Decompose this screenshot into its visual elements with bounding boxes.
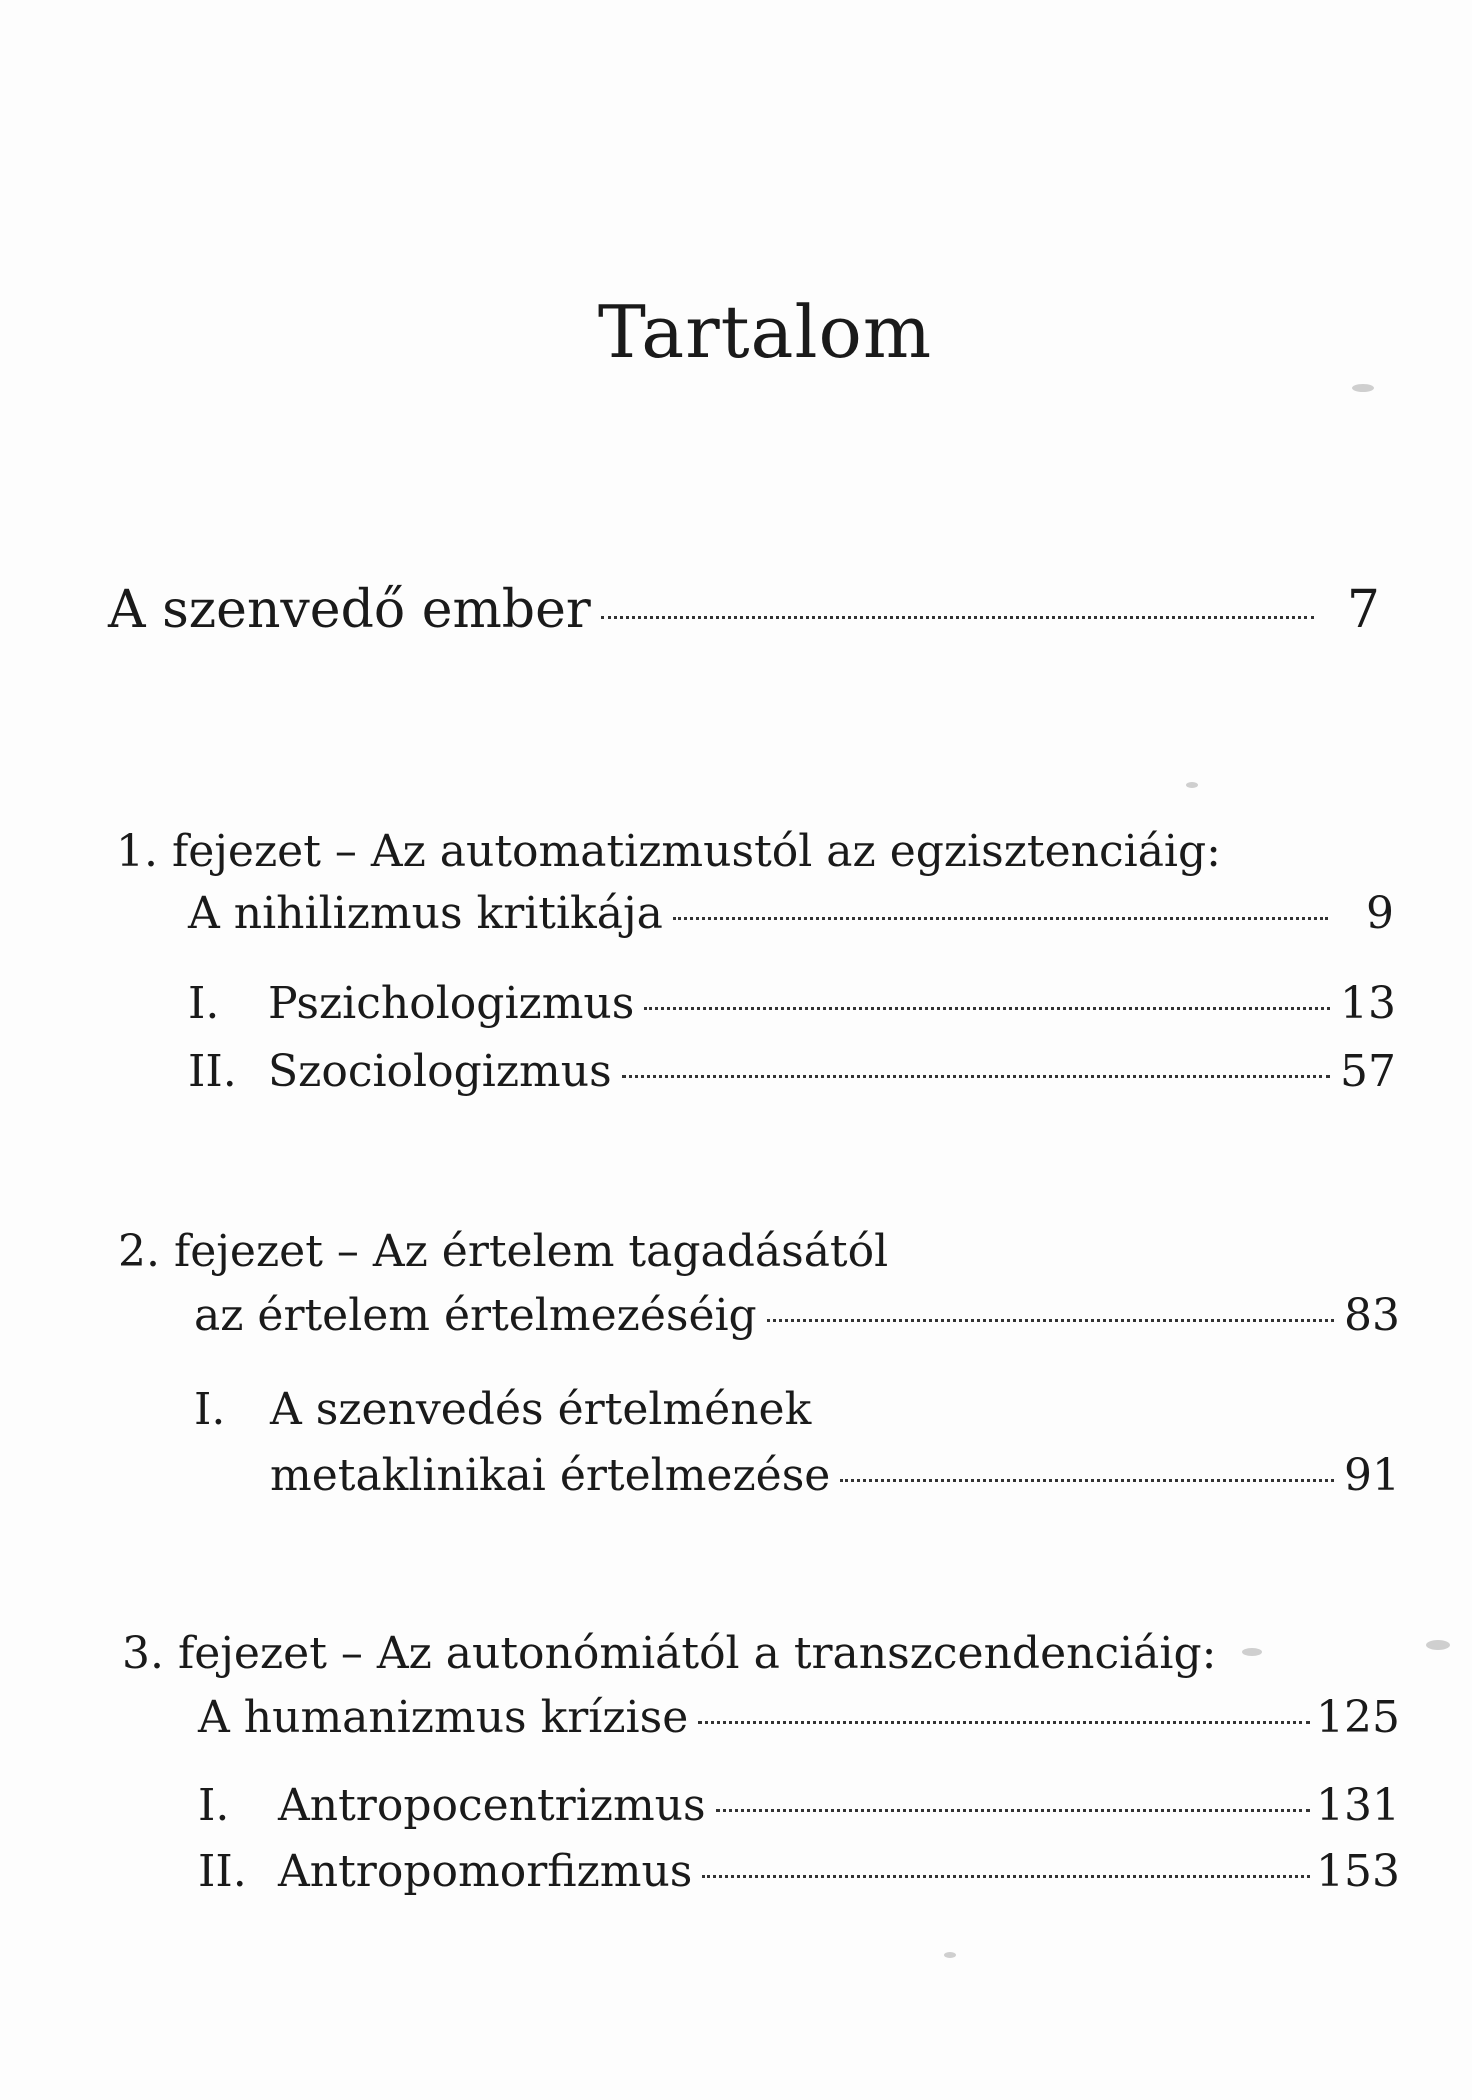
toc-entry-page: 131: [1316, 1780, 1400, 1831]
leader-dots: [601, 616, 1314, 619]
toc-section-entry: [188, 1046, 1396, 1097]
scan-speck: [944, 1952, 956, 1958]
leader-dots: [698, 1721, 1310, 1724]
scan-speck: [1186, 782, 1198, 788]
chapter-heading: 1. fejezet – Az automatizmustól az egzisztenciáig:: [116, 826, 1221, 877]
chapter-subtitle-entry: [198, 1692, 1400, 1743]
section-label: Antropocentrizmus: [278, 1780, 706, 1831]
section-label: Pszichologizmus: [268, 978, 635, 1029]
chapter-heading: 3. fejezet – Az autonómiától a transzcendenciáig:: [122, 1628, 1217, 1679]
toc-entry-page: 91: [1344, 1450, 1400, 1501]
toc-entry-intro: [108, 580, 1380, 640]
toc-entry-page: 153: [1316, 1846, 1400, 1897]
section-label: A szenvedés értelmének: [270, 1384, 812, 1435]
leader-dots: [840, 1479, 1334, 1482]
chapter-subtitle: A humanizmus krízise: [198, 1692, 689, 1743]
section-number: I.: [194, 1384, 226, 1435]
leader-dots: [716, 1809, 1310, 1812]
section-number: II.: [198, 1846, 247, 1897]
section-number: I.: [188, 978, 220, 1029]
toc-entry-page: 83: [1344, 1290, 1400, 1341]
toc-section-entry: [188, 978, 1396, 1029]
chapter-subtitle-entry: [188, 888, 1394, 939]
scan-speck: [1426, 1640, 1450, 1650]
leader-dots: [767, 1319, 1334, 1322]
toc-entry-page: 13: [1340, 978, 1396, 1029]
scan-speck: [1242, 1648, 1262, 1656]
toc-entry-label: A szenvedő ember: [108, 580, 591, 640]
leader-dots: [702, 1875, 1310, 1878]
leader-dots: [622, 1075, 1330, 1078]
toc-entry-page: 57: [1340, 1046, 1396, 1097]
toc-section-entry: [194, 1384, 811, 1435]
toc-entry-page: 125: [1316, 1692, 1400, 1743]
page-title: Tartalom: [597, 290, 933, 374]
leader-dots: [644, 1007, 1330, 1010]
chapter-subtitle: az értelem értelmezéséig: [194, 1290, 757, 1341]
toc-section-entry-continued: [270, 1450, 1400, 1501]
toc-entry-page: 9: [1366, 888, 1394, 939]
section-label: Szociologizmus: [268, 1046, 612, 1097]
section-label-continued: metaklinikai értelmezése: [270, 1450, 831, 1501]
toc-section-entry: [198, 1846, 1400, 1897]
chapter-subtitle: A nihilizmus kritikája: [188, 888, 663, 939]
chapter-heading: 2. fejezet – Az értelem tagadásától: [118, 1226, 889, 1277]
chapter-subtitle-entry: [194, 1290, 1400, 1341]
toc-section-entry: [198, 1780, 1400, 1831]
section-number: II.: [188, 1046, 237, 1097]
scan-speck: [1352, 384, 1374, 392]
toc-entry-page: 7: [1346, 580, 1380, 640]
leader-dots: [673, 917, 1328, 920]
section-number: I.: [198, 1780, 230, 1831]
section-label: Antropomorfizmus: [278, 1846, 693, 1897]
